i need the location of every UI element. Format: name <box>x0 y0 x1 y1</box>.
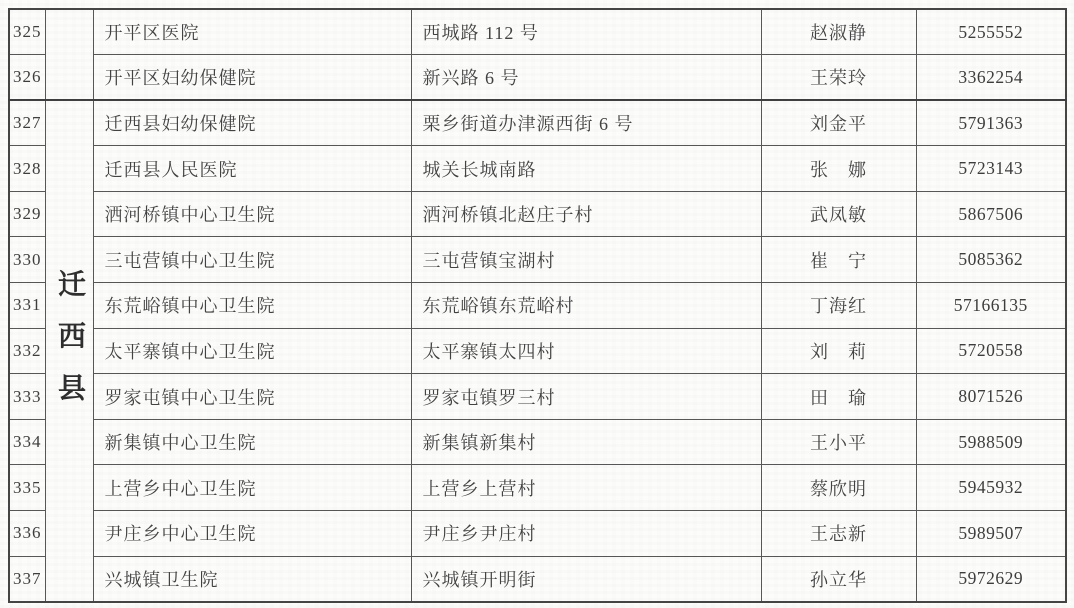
row-number-cell: 333 <box>9 374 45 420</box>
address-cell: 太平寨镇太四村 <box>411 328 761 374</box>
contact-cell: 王荣玲 <box>761 55 916 101</box>
hospital-name-cell: 迁西县人民医院 <box>93 146 411 192</box>
table-row <box>9 55 1066 101</box>
phone-cell: 5945932 <box>916 465 1066 511</box>
hospital-contact-table <box>8 8 1067 603</box>
row-number-cell: 335 <box>9 465 45 511</box>
contact-cell: 赵淑静 <box>761 9 916 55</box>
address-cell: 东荒峪镇东荒峪村 <box>411 283 761 329</box>
table-row <box>9 9 1066 55</box>
address-cell: 新集镇新集村 <box>411 419 761 465</box>
table-row <box>9 511 1066 557</box>
contact-cell: 蔡欣明 <box>761 465 916 511</box>
contact-cell: 田 瑜 <box>761 374 916 420</box>
table-row <box>9 556 1066 602</box>
county-label-qianxi: 迁西县 <box>54 269 85 426</box>
address-cell: 西城路 112 号 <box>411 9 761 55</box>
address-cell: 新兴路 6 号 <box>411 55 761 101</box>
table-row <box>9 419 1066 465</box>
row-number-cell: 332 <box>9 328 45 374</box>
contact-cell: 孙立华 <box>761 556 916 602</box>
phone-cell: 5867506 <box>916 191 1066 237</box>
row-number-cell: 329 <box>9 191 45 237</box>
phone-cell: 3362254 <box>916 55 1066 101</box>
county-cell-empty <box>45 9 93 100</box>
address-cell: 三屯营镇宝湖村 <box>411 237 761 283</box>
hospital-name-cell: 兴城镇卫生院 <box>93 556 411 602</box>
contact-cell: 丁海红 <box>761 283 916 329</box>
phone-cell: 5720558 <box>916 328 1066 374</box>
hospital-name-cell: 太平寨镇中心卫生院 <box>93 328 411 374</box>
table-row <box>9 146 1066 192</box>
address-cell: 洒河桥镇北赵庄子村 <box>411 191 761 237</box>
row-number-cell: 328 <box>9 146 45 192</box>
hospital-name-cell: 上营乡中心卫生院 <box>93 465 411 511</box>
hospital-name-cell: 开平区妇幼保健院 <box>93 55 411 101</box>
phone-cell: 57166135 <box>916 283 1066 329</box>
hospital-name-cell: 东荒峪镇中心卫生院 <box>93 283 411 329</box>
hospital-name-cell: 迁西县妇幼保健院 <box>93 100 411 146</box>
address-cell: 兴城镇开明街 <box>411 556 761 602</box>
address-cell: 上营乡上营村 <box>411 465 761 511</box>
hospital-name-cell: 罗家屯镇中心卫生院 <box>93 374 411 420</box>
phone-cell: 5972629 <box>916 556 1066 602</box>
row-number-cell: 334 <box>9 419 45 465</box>
phone-cell: 5255552 <box>916 9 1066 55</box>
table-row <box>9 100 1066 146</box>
row-number-cell: 327 <box>9 100 45 146</box>
row-number-cell: 326 <box>9 55 45 101</box>
phone-cell: 8071526 <box>916 374 1066 420</box>
phone-cell: 5723143 <box>916 146 1066 192</box>
table-row <box>9 374 1066 420</box>
contact-cell: 刘 莉 <box>761 328 916 374</box>
phone-cell: 5791363 <box>916 100 1066 146</box>
county-cell-qianxi <box>45 100 93 602</box>
phone-cell: 5085362 <box>916 237 1066 283</box>
address-cell: 罗家屯镇罗三村 <box>411 374 761 420</box>
hospital-name-cell: 新集镇中心卫生院 <box>93 419 411 465</box>
row-number-cell: 325 <box>9 9 45 55</box>
hospital-name-cell: 三屯营镇中心卫生院 <box>93 237 411 283</box>
table-row <box>9 328 1066 374</box>
contact-cell: 王小平 <box>761 419 916 465</box>
row-number-cell: 330 <box>9 237 45 283</box>
contact-cell: 武凤敏 <box>761 191 916 237</box>
row-number-cell: 331 <box>9 283 45 329</box>
table-row <box>9 465 1066 511</box>
table-row <box>9 237 1066 283</box>
address-cell: 城关长城南路 <box>411 146 761 192</box>
hospital-name-cell: 开平区医院 <box>93 9 411 55</box>
phone-cell: 5989507 <box>916 511 1066 557</box>
contact-cell: 刘金平 <box>761 100 916 146</box>
contact-cell: 王志新 <box>761 511 916 557</box>
row-number-cell: 336 <box>9 511 45 557</box>
hospital-name-cell: 洒河桥镇中心卫生院 <box>93 191 411 237</box>
contact-cell: 崔 宁 <box>761 237 916 283</box>
phone-cell: 5988509 <box>916 419 1066 465</box>
row-number-cell: 337 <box>9 556 45 602</box>
address-cell: 尹庄乡尹庄村 <box>411 511 761 557</box>
contact-cell: 张 娜 <box>761 146 916 192</box>
hospital-name-cell: 尹庄乡中心卫生院 <box>93 511 411 557</box>
table-row <box>9 283 1066 329</box>
table-row <box>9 191 1066 237</box>
address-cell: 栗乡街道办津源西街 6 号 <box>411 100 761 146</box>
